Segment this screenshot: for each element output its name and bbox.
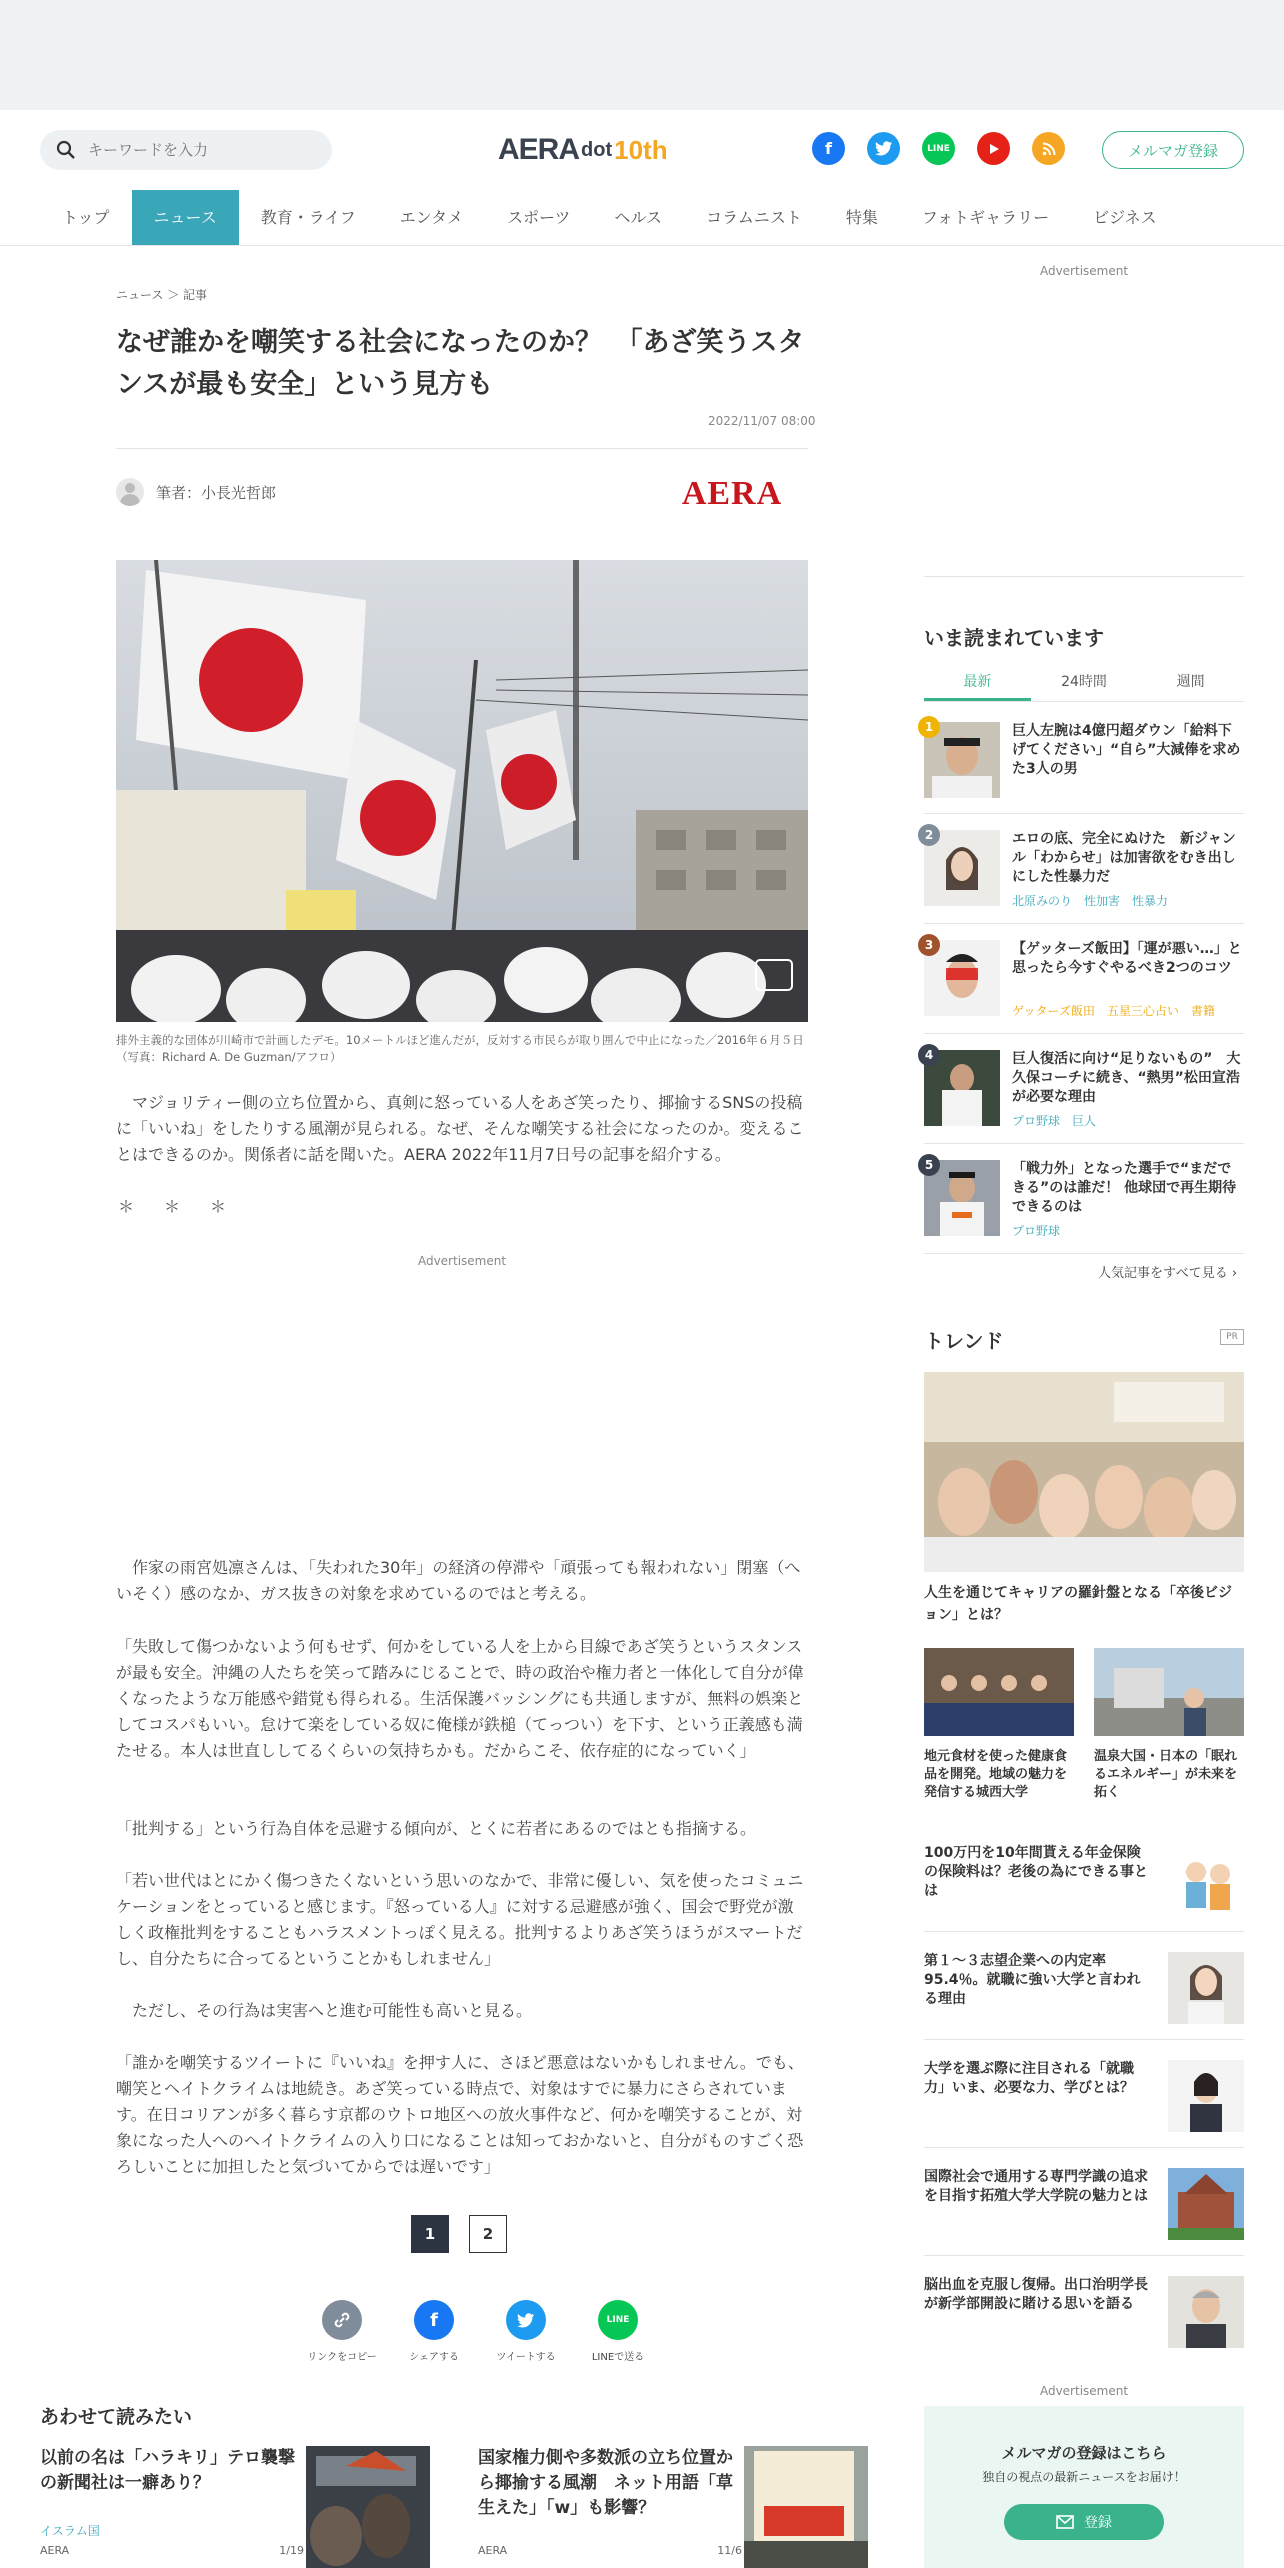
line-share-button[interactable] [581,2300,655,2363]
nav-item[interactable]: エンタメ [399,208,464,227]
ranking-tags[interactable]: ゲッターズ飯田 五星三心占い 書籍 [1012,1004,1215,1018]
ranking-item[interactable] [924,1050,1244,1144]
ranking-heading: いま読まれています [924,626,1104,650]
tab-weekly[interactable]: 週間 [1176,674,1205,690]
separator-stars: ＊＊＊ [118,1197,257,1216]
trend-row[interactable] [924,2040,1244,2148]
rank-badge: 5 [918,1154,940,1176]
divider [116,448,808,449]
trend-heading: トレンド [924,1329,1004,1353]
trend-title: 地元食材を使った健康食品を開発。地域の魅力を発信する城西大学 [924,1749,1068,1800]
logo-aera: AERA [498,133,580,166]
search-input[interactable] [88,141,308,159]
ranking-title: 【ゲッターズ飯田】「運が悪い…」と思ったら今すぐやるべき2つのコツ [1012,941,1242,976]
divider [924,576,1244,577]
facebook-icon[interactable]: f [812,132,845,165]
trend-thumbnail [1168,2060,1244,2132]
share-label: シェアする [409,2352,459,2363]
pagination [411,2215,507,2253]
related-date: 11/6 [717,2544,742,2557]
facebook-icon: f [414,2300,454,2340]
logo-dot: dot [581,138,613,161]
rank-badge: 3 [918,934,940,956]
trend-main-image[interactable] [924,1372,1244,1572]
ranking-item[interactable] [924,940,1244,1034]
related-thumbnail [306,2446,430,2568]
ranking-item[interactable] [924,722,1244,814]
link-icon [322,2300,362,2340]
divider [924,1253,1244,1254]
ranking-tags[interactable]: プロ野球 巨人 [1012,1114,1097,1128]
top-ad-band [0,0,1284,110]
logo-10th: 10th [614,134,668,165]
article-paragraph: 「若い世代はとにかく傷つきたくないという思いのなかで、非常に優しい、気を使ったコミュニケーションをとっていると感じます。『怒っている人』に対する忌避感が強く、国会で野党が激しく政権批判をすることもハラスメントっぽく見える。批判するよりあざ笑うほうがスマートだし、自分たちに合ってるということかもしれません」 [116,1871,804,1968]
nav-item[interactable]: ビジネス [1093,208,1157,227]
rss-icon[interactable] [1032,132,1065,165]
trend-main-title[interactable]: 人生を通じてキャリアの羅針盤となる「卒後ビジョン」とは？ [924,1585,1232,1623]
article-paragraph: ただし、その行為は実害へと進む可能性も高いと見る。 [116,2001,533,2020]
mailmag-register-label: 登録 [1084,2515,1112,2531]
youtube-icon[interactable] [977,132,1010,165]
search-box[interactable] [40,130,332,170]
article-paragraph: 「誰かを嘲笑するツイートに『いいね』を押す人に、さほど悪意はないかもしれません。でも、嘲笑とヘイトクライムは地続き。あざ笑っている時点で、対象はすでに暴力にさらされています。在日コリアンが多く暮らす京都のウトロ地区への放火事件など、何かを嘲笑することが、対象になった人へのヘイトクライムの入り口になることは知っておかないと、自分がものすごく恐ろしいことに加担したと気づいてからでは遅いです」 [116,2053,804,2176]
trend-card[interactable] [924,1648,1074,1802]
ranking-tags[interactable]: プロ野球 [1012,1224,1061,1238]
nav-item[interactable]: トップ [62,208,110,227]
site-logo[interactable] [498,130,668,170]
article-lead: マジョリティー側の立ち位置から、真剣に怒っている人をあざ笑ったり、揶揄するSNSの投稿に「いいね」をしたりする風潮が見られる。なぜ、そんな嘲笑する社会になったのか。変えることはできるのか。関係者に話を聞いた。AERA 2022年11月7日号の記事を紹介する。 [116,1093,804,1164]
facebook-share-button[interactable] [397,2300,471,2363]
related-heading: あわせて読みたい [40,2406,193,2428]
article-paragraph: 作家の雨宮処凛さんは、「失われた30年」の経済の停滞や「頑張っても報われない」閉塞（へいそく）感のなか、ガス抜きの対象を求めているのではと考える。 [116,1558,801,1603]
author-name: 筆者：小長光哲郎 [156,483,277,502]
ranking-title: エロの底、完全にぬけた 新ジャンル「わからせ」は加害欲をむき出しにした性暴力だ [1012,831,1236,885]
related-title: 以前の名は「ハラキリ」テロ襲撃の新聞社は一癖あり？ [40,2448,295,2493]
mail-icon [1056,2515,1074,2529]
trend-thumbnail [1168,2276,1244,2348]
ranking-tags[interactable]: 北原みのり 性加害 性暴力 [1012,894,1169,908]
ranking-more-label: 人気記事をすべて見る [1098,1266,1228,1281]
line-icon: LINE [598,2300,638,2340]
trend-title: 温泉大国・日本の「眠れるエネルギー」が未来を拓く [1094,1749,1238,1800]
trend-title: 第１～３志望企業への内定率95.4％。就職に強い大学と言われる理由 [924,1953,1141,2007]
aera-brand-logo: AERA [658,470,806,518]
photo-caption: 排外主義的な団体が川崎市で計画したデモ。10メートルほど進んだが，反対する市民らが取り囲んで中止になった／2016年６月５日（写真：Richard A. De Guzman/アフロ） [116,1033,804,1064]
trend-row[interactable] [924,1824,1244,1932]
divider [924,1143,1244,1144]
trend-title: 脳出血を克服し復帰。出口治明学長が新学部開設に賭ける思いを語る [924,2277,1148,2312]
related-item[interactable] [40,2446,400,2568]
main-nav [40,190,1179,245]
share-label: LINEで送る [591,2352,645,2363]
divider [924,923,1244,924]
trend-row[interactable] [924,1932,1244,2040]
trend-row[interactable] [924,2256,1244,2364]
tab-24h[interactable]: 24時間 [1061,674,1107,690]
trend-title: 100万円を10年間貰える年金保険の保険料は？老後の為にできる事とは [924,1845,1148,1899]
divider [924,813,1244,814]
mailmag-subtext: 独自の視点の最新ニュースをお届け！ [982,2470,1186,2484]
author-avatar-icon [116,478,144,506]
nav-item[interactable]: スポーツ [507,208,571,227]
site-header [0,110,1284,190]
ranking-title: 「戦力外」となった選手で“まだできる”のは誰だ！ 他球団で再生期待できるのは [1012,1161,1237,1215]
trend-thumbnail [1094,1648,1244,1736]
author [116,478,276,506]
page-2-button[interactable]: 2 [469,2215,507,2253]
ranking-item[interactable] [924,1160,1244,1254]
trend-row[interactable] [924,2148,1244,2256]
ranking-more-link[interactable] [1098,1262,1237,1281]
pr-badge: PR [1220,1329,1244,1345]
article-photo [116,560,808,1022]
related-tag[interactable]: イスラム国 [40,2524,100,2538]
tab-latest[interactable]: 最新 [924,662,1031,701]
article-paragraph: 「失敗して傷つかないよう何もせず、何かをしている人を上から目線であざ笑うというスタンスが最も安全。沖縄の人たちを笑って踏みにじることで、時の政治や権力者と一体化して自分が偉くなったような万能感や錯覚も得られる。生活保護バッシングにも共通しますが、無料の娯楽としてコスパもいい。怠けて楽をしている奴に俺様が鉄槌（てっつい）を下す、という正義感も満たせる。本人は世直ししてるくらいの気持ちかも。だからこそ、依存症的になっていく」 [116,1637,804,1760]
article-paragraph: 「批判する」という行為自体を忌避する傾向が、とくに若者にあるのではとも指摘する。 [116,1819,757,1838]
chevron-right-icon: › [1231,1266,1238,1281]
nav-item[interactable]: 教育・ライフ [260,208,356,227]
ranking-item[interactable] [924,830,1244,924]
trend-thumbnail [924,1648,1074,1736]
trend-title: 大学を選ぶ際に注目される「就職力」いま、必要な力、学びとは？ [924,2061,1134,2096]
rank-badge: 1 [918,716,940,738]
related-thumbnail [744,2446,868,2568]
breadcrumb[interactable]: ニュース ＞ 記事 [116,288,208,302]
twitter-icon [506,2300,546,2340]
share-bar [305,2300,655,2363]
divider [924,1033,1244,1034]
tweet-button[interactable] [489,2300,563,2363]
nav-divider [0,245,1284,246]
nav-item[interactable]: コラムニスト [706,208,802,227]
trend-title: 国際社会で通用する専門学識の追求を目指す拓殖大学大学院の魅力とは [924,2169,1148,2204]
nav-item[interactable]: ニュース [132,190,239,245]
nav-item[interactable]: フォトギャラリー [921,208,1050,227]
ranking-title: 巨人左腕は4億円超ダウン「給料下げてください」“自ら”大減俸を求めた3人の男 [1012,723,1241,777]
trend-thumbnail [1168,2168,1244,2240]
search-icon [56,140,76,160]
rank-badge: 4 [918,1044,940,1066]
trend-thumbnail [1168,1952,1244,2024]
in-article-ad-label: Advertisement [417,1254,507,1268]
related-title: 国家権力側や多数派の立ち位置から揶揄する風潮 ネット用語「草生えた」「w」も影響？ [478,2448,733,2518]
related-source: AERA [40,2544,70,2557]
trend-card[interactable] [1094,1648,1244,1802]
share-label: リンクをコピー [307,2352,377,2363]
mailmag-register-button[interactable] [1004,2504,1164,2540]
social-links [812,132,1065,165]
sidebar-ad-label: Advertisement [1039,264,1129,278]
twitter-icon[interactable] [867,132,900,165]
trend-thumbnail [1168,1844,1244,1916]
nav-item[interactable]: ヘルス [614,208,663,227]
copy-link-button[interactable] [305,2300,379,2363]
ranking-tabs [924,662,1244,702]
share-label: ツイートする [496,2352,556,2363]
article-date: 2022/11/07 08:00 [708,414,816,428]
mailmag-button[interactable]: メルマガ登録 [1102,131,1244,169]
related-item[interactable] [478,2446,838,2568]
mailmag-box [924,2406,1244,2568]
related-source: AERA [478,2544,508,2557]
related-date: 1/19 [279,2544,304,2557]
mailmag-heading: メルマガの登録はこちら [1001,2444,1167,2462]
sidebar-ad-label: Advertisement [1039,2384,1129,2398]
nav-item[interactable]: 特集 [845,208,878,227]
rank-badge: 2 [918,824,940,846]
article-title: なぜ誰かを嘲笑する社会になったのか？ 「あざ笑うスタンスが最も安全」という見方も [116,327,805,400]
ranking-title: 巨人復活に向け“足りないもの” 大久保コーチに続き、“熱男”松田宣浩が必要な理由 [1012,1051,1241,1105]
line-icon[interactable]: LINE [922,132,955,165]
page-1-button[interactable]: 1 [411,2215,449,2253]
